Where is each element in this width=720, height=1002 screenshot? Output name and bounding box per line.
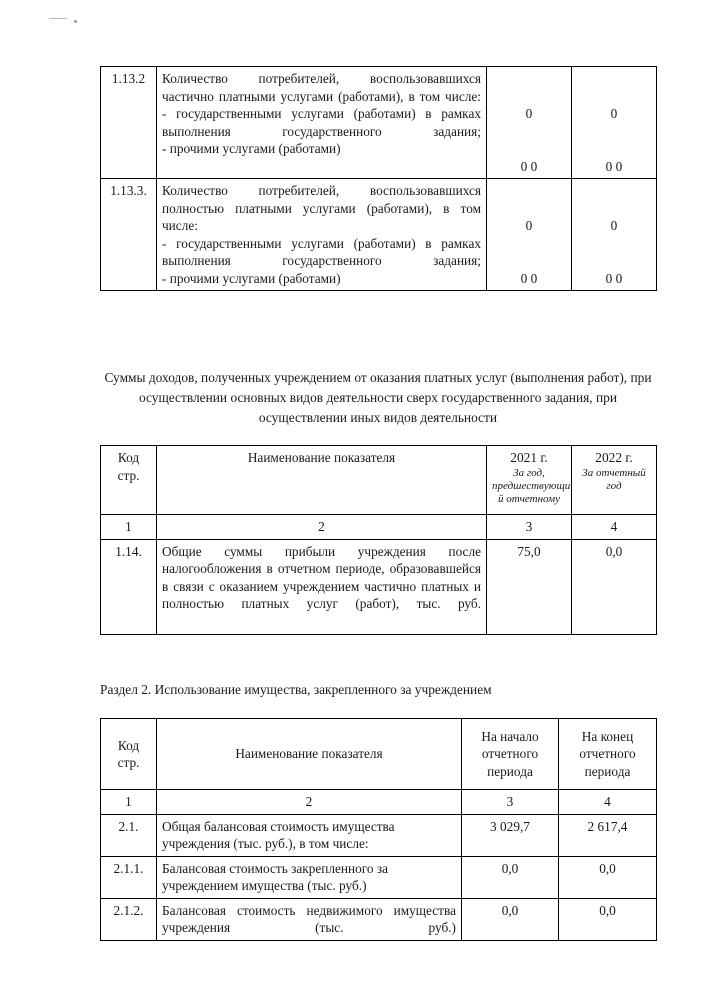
row-name-line: Количество потребителей, воспользовавшихся частично платными услугами (работами), в том числе: bbox=[162, 71, 481, 104]
row-value-prev bbox=[487, 179, 572, 291]
page-corner-dot bbox=[74, 20, 77, 23]
value-text: 0 bbox=[520, 270, 528, 286]
row-value-current bbox=[572, 67, 657, 179]
header-period-start: На начало отчетного периода bbox=[462, 719, 559, 790]
value-text: 0 bbox=[615, 158, 623, 174]
table-row bbox=[101, 814, 657, 856]
header-current-year-note: За отчетный год bbox=[582, 466, 646, 492]
section-title: Раздел 2. Использование имущества, закрепленного за учреждением bbox=[100, 682, 492, 697]
value-text: 0 bbox=[525, 218, 533, 234]
row-name bbox=[157, 179, 487, 291]
intro-paragraph: Суммы доходов, полученных учреждением от оказания платных услуг (выполнения работ), при осуществлении основных видов деятельности сверх государственного задания, при осуществлении иных видов деятельности bbox=[104, 370, 652, 426]
header-code-line2: стр. bbox=[117, 755, 140, 770]
consumers-table bbox=[100, 66, 657, 291]
row-name-line: Количество потребителей, воспользовавшихся полностью платными услугами (работами), в том числе: bbox=[162, 183, 481, 234]
column-number: 1 bbox=[101, 790, 157, 815]
row-name bbox=[157, 67, 487, 179]
row-name-text: Общие суммы прибыли учреждения после налогообложения в отчетном периоде, образовавшейся в связи с оказанием учреждением частично платных и полностью платных услуг (работ), тыс. руб. bbox=[162, 543, 481, 612]
row-name: Балансовая стоимость закрепленного за учреждением имущества (тыс. руб.) bbox=[157, 856, 462, 898]
header-name: Наименование показателя bbox=[157, 719, 462, 790]
row-value-prev: 75,0 bbox=[487, 539, 572, 634]
column-number: 2 bbox=[157, 515, 487, 540]
table-row bbox=[101, 856, 657, 898]
row-code: 1.14. bbox=[101, 539, 157, 634]
row-name: Общая балансовая стоимость имущества учреждения (тыс. руб.), в том числе: bbox=[157, 814, 462, 856]
header-period-end: На конец отчетного периода bbox=[559, 719, 657, 790]
column-number: 4 bbox=[572, 515, 657, 540]
table-column-numbers-row bbox=[101, 515, 657, 540]
table-row bbox=[101, 898, 657, 940]
row-name-text: Балансовая стоимость недвижимого имущества учреждения (тыс. руб.) bbox=[162, 902, 456, 936]
table-row bbox=[101, 539, 657, 634]
header-current-year bbox=[572, 446, 657, 515]
row-code: 1.13.2 bbox=[101, 67, 157, 179]
row-value-prev bbox=[487, 67, 572, 179]
table-row bbox=[101, 67, 657, 179]
page-corner-mark bbox=[49, 18, 67, 29]
value-text: 0 bbox=[530, 158, 538, 174]
row-name-line: - прочими услугами (работами) bbox=[162, 141, 341, 157]
row-value-start: 3 029,7 bbox=[462, 814, 559, 856]
row-code: 2.1.1. bbox=[101, 856, 157, 898]
income-table bbox=[100, 445, 657, 635]
row-value-end: 2 617,4 bbox=[559, 814, 657, 856]
column-number: 4 bbox=[559, 790, 657, 815]
row-code: 2.1. bbox=[101, 814, 157, 856]
header-code bbox=[101, 719, 157, 790]
row-name-line: - государственными услугами (работами) в рамках выполнения государственного задания; bbox=[162, 106, 481, 139]
header-prev-year bbox=[487, 446, 572, 515]
value-text: 0 bbox=[530, 270, 538, 286]
column-number: 1 bbox=[101, 515, 157, 540]
table-header-row bbox=[101, 719, 657, 790]
value-text: 0 bbox=[610, 106, 618, 121]
value-text: 0 bbox=[605, 270, 613, 286]
value-text: 0 bbox=[615, 270, 623, 286]
row-value-current: 0,0 bbox=[572, 539, 657, 634]
column-number: 3 bbox=[487, 515, 572, 540]
row-code: 1.13.3. bbox=[101, 179, 157, 291]
table-column-numbers-row bbox=[101, 790, 657, 815]
row-name-line: - государственными услугами (работами) в рамках выполнения государственного задания; bbox=[162, 235, 481, 269]
row-value-end: 0,0 bbox=[559, 898, 657, 940]
header-name: Наименование показателя bbox=[157, 446, 487, 515]
header-prev-year-note: За год, предшествующи й отчетному bbox=[492, 466, 571, 506]
row-name bbox=[157, 898, 462, 940]
header-code-line1: Код bbox=[117, 450, 140, 465]
value-text: 0 bbox=[605, 158, 613, 174]
row-value-start: 0,0 bbox=[462, 898, 559, 940]
column-number: 3 bbox=[462, 790, 559, 815]
value-text: 0 bbox=[610, 218, 618, 234]
row-name-line: - прочими услугами (работами) bbox=[162, 270, 341, 286]
property-table bbox=[100, 718, 657, 941]
value-text: 0 bbox=[525, 106, 533, 121]
row-value-current bbox=[572, 179, 657, 291]
header-prev-year-label: 2021 г. bbox=[510, 450, 548, 465]
row-value-end: 0,0 bbox=[559, 856, 657, 898]
table-header-row bbox=[101, 446, 657, 515]
header-code bbox=[101, 446, 157, 515]
row-name bbox=[157, 539, 487, 634]
header-code-line2: стр. bbox=[117, 467, 140, 483]
row-value-start: 0,0 bbox=[462, 856, 559, 898]
header-current-year-label: 2022 г. bbox=[595, 450, 633, 465]
table-row bbox=[101, 179, 657, 291]
header-code-line1: Код bbox=[117, 737, 140, 753]
row-code: 2.1.2. bbox=[101, 898, 157, 940]
column-number: 2 bbox=[157, 790, 462, 815]
value-text: 0 bbox=[520, 158, 528, 174]
